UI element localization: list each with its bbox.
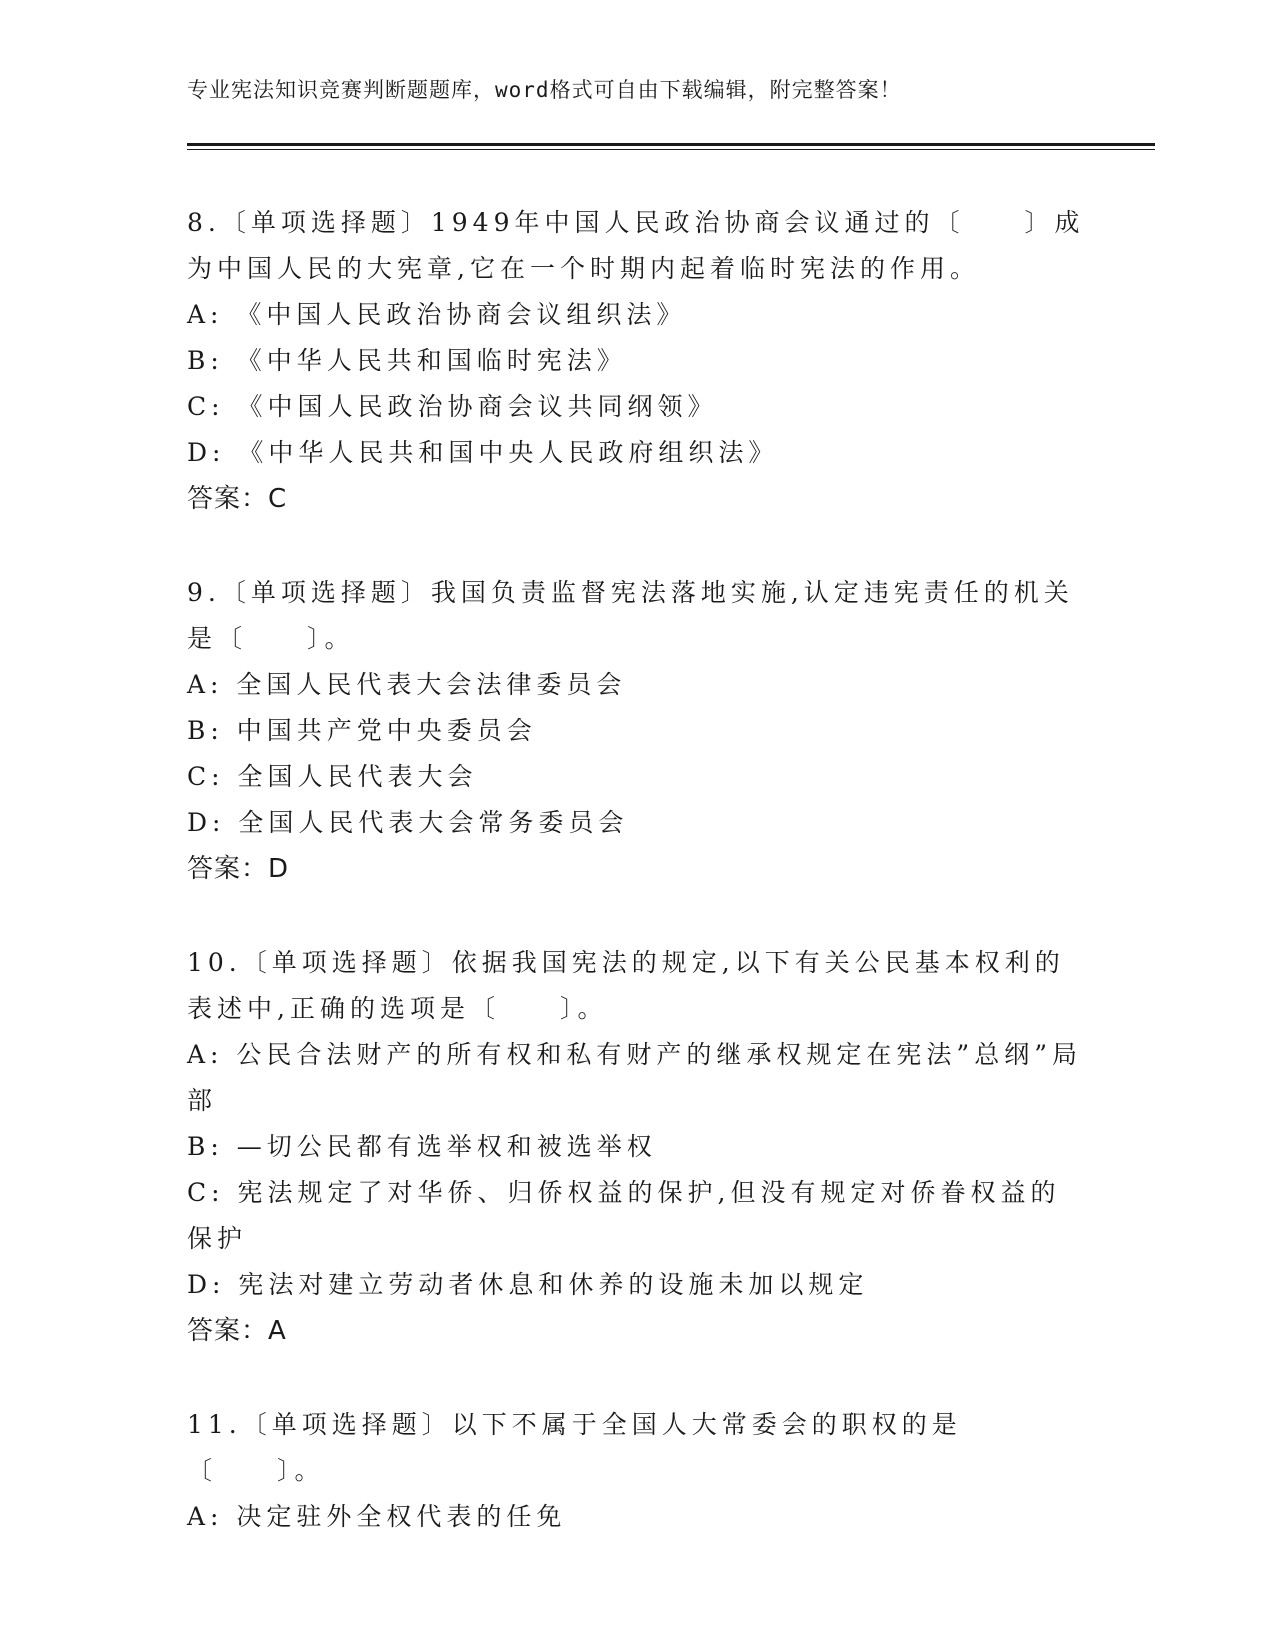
question-option: B: —切公民都有选举权和被选举权: [187, 1132, 657, 1161]
question-option: B: 中国共产党中央委员会: [187, 716, 537, 745]
question-list: [187, 200, 1087, 1588]
question-answer: 答案：D: [187, 854, 290, 884]
question-option: A: 《中国人民政治协商会议组织法》: [187, 300, 687, 329]
question-stem: 8.〔单项选择题〕1949年中国人民政治协商会议通过的〔 〕成为中国人民的大宪章,它在一个时期内起着临时宪法的作用。: [187, 208, 1085, 283]
question-stem: 11.〔单项选择题〕以下不属于全国人大常委会的职权的是〔 〕。: [187, 1410, 962, 1485]
question-option: A: 决定驻外全权代表的任免: [187, 1502, 567, 1531]
question-stem: 10.〔单项选择题〕依据我国宪法的规定,以下有关公民基本权利的表述中,正确的选项是〔 〕。: [187, 948, 1065, 1023]
question-option: C: 《中国人民政治协商会议共同纲领》: [187, 392, 718, 421]
question-option: D: 全国人民代表大会常务委员会: [187, 808, 629, 837]
question-item: [187, 940, 1087, 1354]
question-option: D: 宪法对建立劳动者休息和休养的设施未加以规定: [187, 1270, 869, 1299]
header-divider: [187, 143, 1155, 146]
header-divider-thin: [187, 149, 1155, 150]
question-option: A: 全国人民代表大会法律委员会: [187, 670, 627, 699]
question-item: [187, 200, 1087, 522]
question-item: [187, 1402, 1087, 1540]
question-item: [187, 570, 1087, 892]
question-answer: 答案：C: [187, 484, 288, 514]
question-option: C: 宪法规定了对华侨、归侨权益的保护,但没有规定对侨眷权益的保护: [187, 1178, 1061, 1253]
question-option: A: 公民合法财产的所有权和私有财产的继承权规定在宪法”总纲”局部: [187, 1040, 1082, 1115]
question-option: C: 全国人民代表大会: [187, 762, 478, 791]
question-stem: 9.〔单项选择题〕我国负责监督宪法落地实施,认定违宪责任的机关是〔 〕。: [187, 578, 1074, 653]
question-option: B: 《中华人民共和国临时宪法》: [187, 346, 627, 375]
question-answer: 答案：A: [187, 1316, 287, 1346]
page-header: 专业宪法知识竞赛判断题题库，word格式可自由下载编辑，附完整答案！: [187, 78, 902, 102]
question-option: D: 《中华人民共和国中央人民政府组织法》: [187, 438, 779, 467]
